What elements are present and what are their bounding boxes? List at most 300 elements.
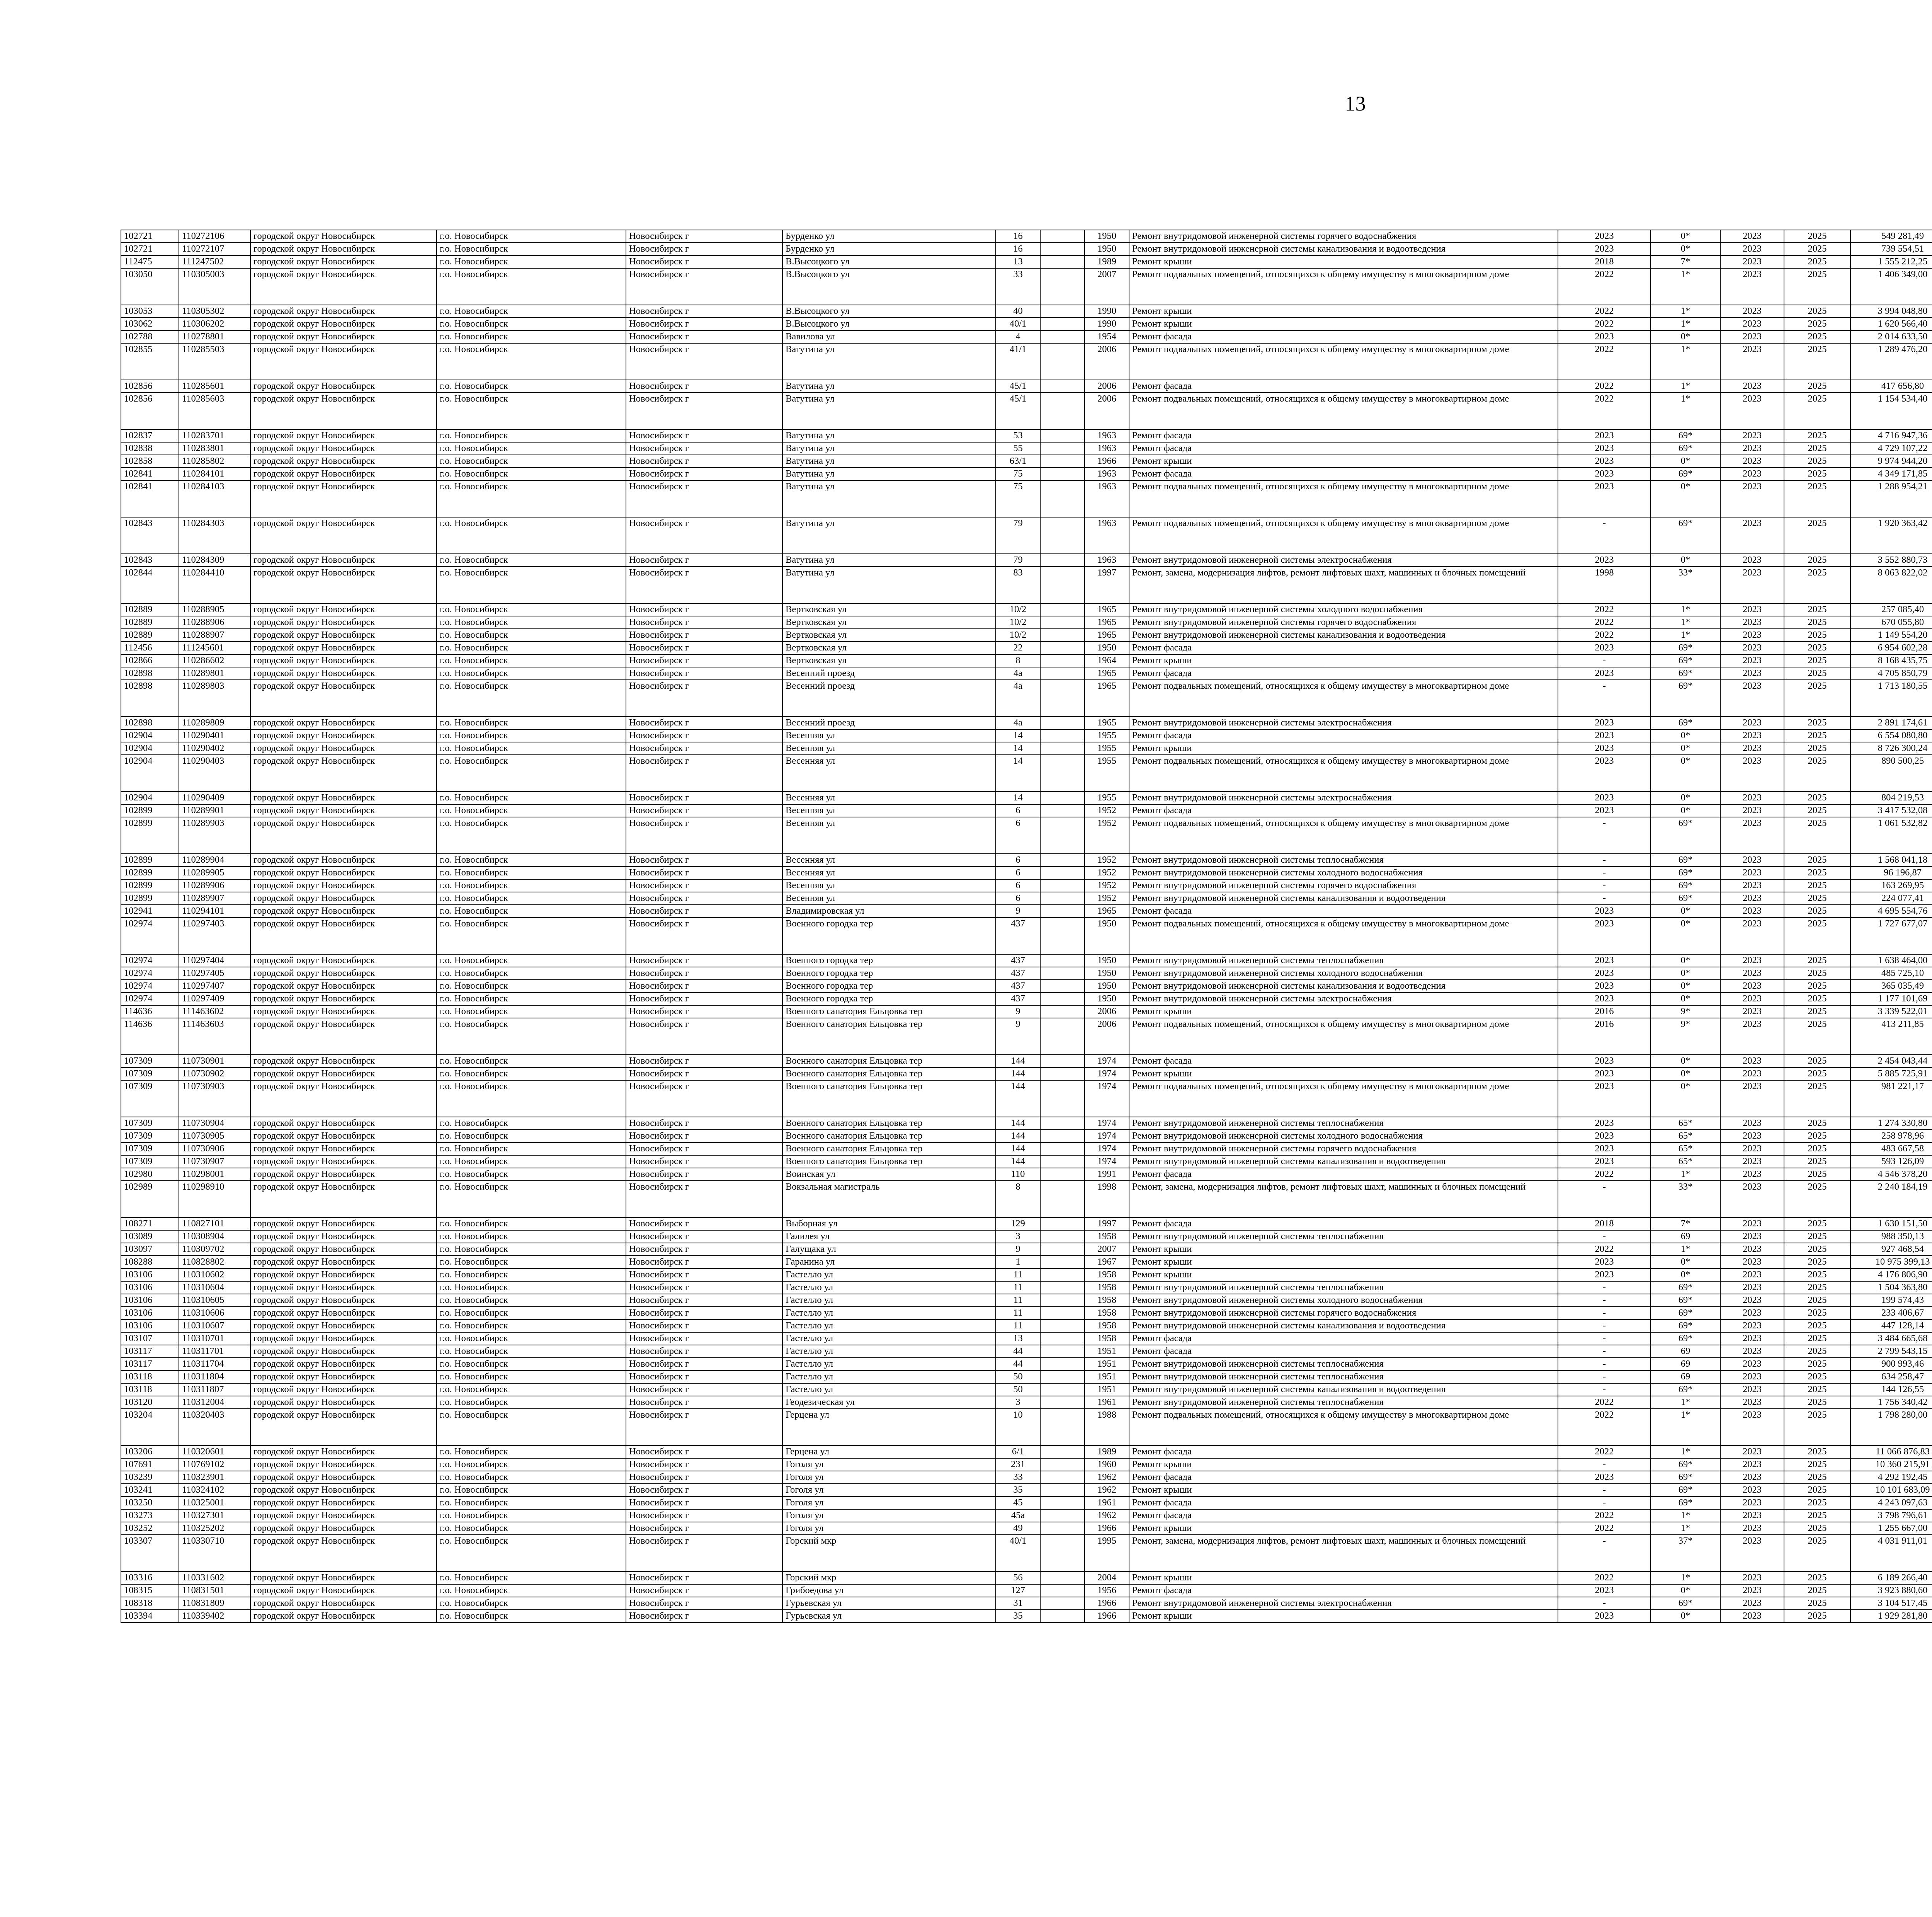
element-id-cell: 110289907: [179, 892, 250, 905]
municipal-settlement-cell: г.о. Новосибирск: [437, 1155, 626, 1168]
street-cell: В.Высоцкого ул: [782, 268, 996, 305]
locality-cell: Новосибирск г: [626, 980, 782, 993]
house-id-cell: 102904: [121, 755, 179, 792]
municipal-district-cell: городской округ Новосибирск: [250, 230, 437, 243]
construction-year-cell: 2004: [1085, 1571, 1129, 1584]
total-cost-cell: 739 554,51: [1850, 243, 1932, 255]
last-repair-year-cell: -: [1558, 1294, 1651, 1307]
construction-year-cell: 2007: [1085, 1243, 1129, 1256]
work-type-cell: Ремонт фасада: [1129, 1509, 1558, 1522]
total-cost-cell: 1 555 212,25: [1850, 255, 1932, 268]
construction-year-cell: 1955: [1085, 792, 1129, 804]
plan-start-year-cell: 2023: [1720, 1243, 1784, 1256]
municipal-district-cell: городской округ Новосибирск: [250, 892, 437, 905]
municipal-district-cell: городской округ Новосибирск: [250, 1256, 437, 1268]
work-type-cell: Ремонт подвальных помещений, относящихся к общему имуществу в многоквартирном доме: [1129, 817, 1558, 854]
municipal-district-cell: городской округ Новосибирск: [250, 517, 437, 554]
plan-start-year-cell: 2023: [1720, 879, 1784, 892]
house-number-cell: 437: [996, 980, 1040, 993]
locality-cell: Новосибирск г: [626, 255, 782, 268]
house-id-cell: 103250: [121, 1496, 179, 1509]
plan-end-year-cell: 2025: [1784, 667, 1850, 680]
element-id-cell: 110283801: [179, 442, 250, 455]
table-row: [121, 667, 1932, 680]
locality-cell: Новосибирск г: [626, 1610, 782, 1622]
house-id-cell: 102904: [121, 742, 179, 755]
work-type-cell: Ремонт внутридомовой инженерной системы горячего водоснабжения: [1129, 616, 1558, 629]
wear-percent-cell: 1*: [1651, 305, 1720, 318]
house-number-cell: 40/1: [996, 318, 1040, 330]
house-id-cell: 107691: [121, 1458, 179, 1471]
building-cell: [1040, 755, 1085, 792]
total-cost-cell: 8 726 300,24: [1850, 742, 1932, 755]
building-cell: [1040, 468, 1085, 480]
house-number-cell: 144: [996, 1155, 1040, 1168]
work-type-cell: Ремонт крыши: [1129, 742, 1558, 755]
building-cell: [1040, 1307, 1085, 1319]
element-id-cell: 110331602: [179, 1571, 250, 1584]
building-cell: [1040, 854, 1085, 867]
table-row: [121, 654, 1932, 667]
table-row: [121, 1535, 1932, 1571]
table-row: [121, 1445, 1932, 1458]
plan-start-year-cell: 2023: [1720, 455, 1784, 468]
work-type-cell: Ремонт фасада: [1129, 729, 1558, 742]
municipal-settlement-cell: г.о. Новосибирск: [437, 717, 626, 729]
house-id-cell: 103206: [121, 1445, 179, 1458]
plan-end-year-cell: 2025: [1784, 517, 1850, 554]
street-cell: Вокзальная магистраль: [782, 1181, 996, 1217]
table-row: [121, 1130, 1932, 1142]
last-repair-year-cell: 2023: [1558, 455, 1651, 468]
element-id-cell: 110289906: [179, 879, 250, 892]
plan-end-year-cell: 2025: [1784, 1055, 1850, 1067]
municipal-district-cell: городской округ Новосибирск: [250, 1496, 437, 1509]
work-type-cell: Ремонт фасада: [1129, 1217, 1558, 1230]
table-row: [121, 1610, 1932, 1622]
street-cell: Ватутина ул: [782, 442, 996, 455]
wear-percent-cell: 1*: [1651, 616, 1720, 629]
plan-end-year-cell: 2025: [1784, 1155, 1850, 1168]
plan-end-year-cell: 2025: [1784, 642, 1850, 654]
municipal-district-cell: городской округ Новосибирск: [250, 1409, 437, 1445]
wear-percent-cell: 1*: [1651, 318, 1720, 330]
element-id-cell: 110297409: [179, 993, 250, 1005]
house-number-cell: 11: [996, 1281, 1040, 1294]
street-cell: Гастелло ул: [782, 1319, 996, 1332]
locality-cell: Новосибирск г: [626, 792, 782, 804]
street-cell: Гастелло ул: [782, 1345, 996, 1358]
wear-percent-cell: 0*: [1651, 1080, 1720, 1117]
municipal-district-cell: городской округ Новосибирск: [250, 455, 437, 468]
last-repair-year-cell: 2023: [1558, 243, 1651, 255]
last-repair-year-cell: 2023: [1558, 742, 1651, 755]
house-id-cell: 102843: [121, 554, 179, 567]
plan-end-year-cell: 2025: [1784, 1409, 1850, 1445]
locality-cell: Новосибирск г: [626, 1458, 782, 1471]
element-id-cell: 110311804: [179, 1371, 250, 1383]
street-cell: Гоголя ул: [782, 1484, 996, 1496]
plan-end-year-cell: 2025: [1784, 1217, 1850, 1230]
municipal-district-cell: городской округ Новосибирск: [250, 1571, 437, 1584]
municipal-district-cell: городской округ Новосибирск: [250, 1268, 437, 1281]
total-cost-cell: 1 568 041,18: [1850, 854, 1932, 867]
house-id-cell: 102974: [121, 993, 179, 1005]
construction-year-cell: 1963: [1085, 517, 1129, 554]
municipal-settlement-cell: г.о. Новосибирск: [437, 1294, 626, 1307]
wear-percent-cell: 69*: [1651, 854, 1720, 867]
locality-cell: Новосибирск г: [626, 654, 782, 667]
construction-year-cell: 1958: [1085, 1230, 1129, 1243]
plan-end-year-cell: 2025: [1784, 1117, 1850, 1130]
last-repair-year-cell: 2023: [1558, 230, 1651, 243]
house-id-cell: 102899: [121, 854, 179, 867]
house-number-cell: 3: [996, 1230, 1040, 1243]
element-id-cell: 110730902: [179, 1067, 250, 1080]
municipal-settlement-cell: г.о. Новосибирск: [437, 1358, 626, 1371]
plan-start-year-cell: 2023: [1720, 654, 1784, 667]
house-id-cell: 103106: [121, 1307, 179, 1319]
total-cost-cell: 1 630 151,50: [1850, 1217, 1932, 1230]
construction-year-cell: 2007: [1085, 268, 1129, 305]
municipal-district-cell: городской округ Новосибирск: [250, 1281, 437, 1294]
locality-cell: Новосибирск г: [626, 905, 782, 918]
street-cell: Ватутина ул: [782, 480, 996, 517]
house-id-cell: 103053: [121, 305, 179, 318]
wear-percent-cell: 69*: [1651, 817, 1720, 854]
house-number-cell: 11: [996, 1294, 1040, 1307]
element-id-cell: 110827101: [179, 1217, 250, 1230]
wear-percent-cell: 69*: [1651, 442, 1720, 455]
building-cell: [1040, 667, 1085, 680]
last-repair-year-cell: 2023: [1558, 1117, 1651, 1130]
element-id-cell: 111463603: [179, 1018, 250, 1055]
element-id-cell: 110305302: [179, 305, 250, 318]
plan-start-year-cell: 2023: [1720, 1281, 1784, 1294]
plan-end-year-cell: 2025: [1784, 1496, 1850, 1509]
street-cell: Весенний проезд: [782, 717, 996, 729]
table-row: [121, 318, 1932, 330]
work-type-cell: Ремонт подвальных помещений, относящихся к общему имуществу в многоквартирном доме: [1129, 1080, 1558, 1117]
municipal-settlement-cell: г.о. Новосибирск: [437, 1584, 626, 1597]
plan-start-year-cell: 2023: [1720, 1396, 1784, 1409]
last-repair-year-cell: -: [1558, 1535, 1651, 1571]
construction-year-cell: 1958: [1085, 1268, 1129, 1281]
element-id-cell: 110324102: [179, 1484, 250, 1496]
municipal-district-cell: городской округ Новосибирск: [250, 480, 437, 517]
building-cell: [1040, 1522, 1085, 1535]
municipal-district-cell: городской округ Новосибирск: [250, 255, 437, 268]
wear-percent-cell: 69*: [1651, 680, 1720, 717]
construction-year-cell: 2006: [1085, 1005, 1129, 1018]
element-id-cell: 110290403: [179, 755, 250, 792]
building-cell: [1040, 1371, 1085, 1383]
municipal-district-cell: городской округ Новосибирск: [250, 442, 437, 455]
last-repair-year-cell: 2018: [1558, 1217, 1651, 1230]
building-cell: [1040, 993, 1085, 1005]
last-repair-year-cell: 2023: [1558, 1256, 1651, 1268]
work-type-cell: Ремонт фасада: [1129, 1445, 1558, 1458]
total-cost-cell: 233 406,67: [1850, 1307, 1932, 1319]
municipal-district-cell: городской округ Новосибирск: [250, 654, 437, 667]
municipal-district-cell: городской округ Новосибирск: [250, 554, 437, 567]
last-repair-year-cell: 2022: [1558, 616, 1651, 629]
house-number-cell: 31: [996, 1597, 1040, 1610]
building-cell: [1040, 255, 1085, 268]
total-cost-cell: 1 406 349,00: [1850, 268, 1932, 305]
house-number-cell: 79: [996, 554, 1040, 567]
municipal-district-cell: городской округ Новосибирск: [250, 1445, 437, 1458]
wear-percent-cell: 1*: [1651, 603, 1720, 616]
house-id-cell: 103062: [121, 318, 179, 330]
plan-end-year-cell: 2025: [1784, 854, 1850, 867]
construction-year-cell: 1966: [1085, 455, 1129, 468]
total-cost-cell: 1 920 363,42: [1850, 517, 1932, 554]
last-repair-year-cell: 2023: [1558, 993, 1651, 1005]
municipal-settlement-cell: г.о. Новосибирск: [437, 1130, 626, 1142]
municipal-settlement-cell: г.о. Новосибирск: [437, 1484, 626, 1496]
total-cost-cell: 900 993,46: [1850, 1358, 1932, 1371]
last-repair-year-cell: 2023: [1558, 1610, 1651, 1622]
house-id-cell: 107309: [121, 1142, 179, 1155]
total-cost-cell: 485 725,10: [1850, 967, 1932, 980]
municipal-district-cell: городской округ Новосибирск: [250, 1055, 437, 1067]
municipal-district-cell: городской округ Новосибирск: [250, 567, 437, 603]
house-id-cell: 103316: [121, 1571, 179, 1584]
last-repair-year-cell: -: [1558, 1319, 1651, 1332]
wear-percent-cell: 0*: [1651, 243, 1720, 255]
municipal-settlement-cell: г.о. Новосибирск: [437, 243, 626, 255]
total-cost-cell: 988 350,13: [1850, 1230, 1932, 1243]
work-type-cell: Ремонт крыши: [1129, 1005, 1558, 1018]
municipal-district-cell: городской округ Новосибирск: [250, 742, 437, 755]
last-repair-year-cell: 2023: [1558, 804, 1651, 817]
street-cell: В.Высоцкого ул: [782, 255, 996, 268]
building-cell: [1040, 1584, 1085, 1597]
house-number-cell: 13: [996, 255, 1040, 268]
element-id-cell: 110297407: [179, 980, 250, 993]
plan-start-year-cell: 2023: [1720, 1018, 1784, 1055]
house-number-cell: 144: [996, 1130, 1040, 1142]
street-cell: Гастелло ул: [782, 1332, 996, 1345]
municipal-settlement-cell: г.о. Новосибирск: [437, 330, 626, 343]
work-type-cell: Ремонт внутридомовой инженерной системы теплоснабжения: [1129, 1358, 1558, 1371]
municipal-district-cell: городской округ Новосибирск: [250, 1243, 437, 1256]
total-cost-cell: 9 974 944,20: [1850, 455, 1932, 468]
building-cell: [1040, 1268, 1085, 1281]
locality-cell: Новосибирск г: [626, 742, 782, 755]
total-cost-cell: 483 667,58: [1850, 1142, 1932, 1155]
municipal-settlement-cell: г.о. Новосибирск: [437, 1496, 626, 1509]
plan-start-year-cell: 2023: [1720, 468, 1784, 480]
plan-start-year-cell: 2023: [1720, 1610, 1784, 1622]
plan-start-year-cell: 2023: [1720, 1571, 1784, 1584]
locality-cell: Новосибирск г: [626, 268, 782, 305]
last-repair-year-cell: 2023: [1558, 755, 1651, 792]
last-repair-year-cell: 2022: [1558, 380, 1651, 393]
municipal-district-cell: городской округ Новосибирск: [250, 755, 437, 792]
house-id-cell: 103118: [121, 1371, 179, 1383]
work-type-cell: Ремонт подвальных помещений, относящихся к общему имуществу в многоквартирном доме: [1129, 1409, 1558, 1445]
municipal-district-cell: городской округ Новосибирск: [250, 1130, 437, 1142]
municipal-district-cell: городской округ Новосибирск: [250, 1307, 437, 1319]
street-cell: Вертковская ул: [782, 603, 996, 616]
locality-cell: Новосибирск г: [626, 1409, 782, 1445]
municipal-settlement-cell: г.о. Новосибирск: [437, 1005, 626, 1018]
municipal-settlement-cell: г.о. Новосибирск: [437, 804, 626, 817]
building-cell: [1040, 1281, 1085, 1294]
locality-cell: Новосибирск г: [626, 480, 782, 517]
street-cell: В.Высоцкого ул: [782, 305, 996, 318]
house-number-cell: 41/1: [996, 343, 1040, 380]
table-row: [121, 554, 1932, 567]
table-row: [121, 1396, 1932, 1409]
building-cell: [1040, 867, 1085, 879]
building-cell: [1040, 1142, 1085, 1155]
total-cost-cell: 1 727 677,07: [1850, 918, 1932, 954]
total-cost-cell: 981 221,17: [1850, 1080, 1932, 1117]
locality-cell: Новосибирск г: [626, 1243, 782, 1256]
element-id-cell: 110311701: [179, 1345, 250, 1358]
house-number-cell: 35: [996, 1610, 1040, 1622]
plan-start-year-cell: 2023: [1720, 1168, 1784, 1181]
building-cell: [1040, 330, 1085, 343]
street-cell: Галущака ул: [782, 1243, 996, 1256]
municipal-settlement-cell: г.о. Новосибирск: [437, 1117, 626, 1130]
element-id-cell: 110284303: [179, 517, 250, 554]
plan-start-year-cell: 2023: [1720, 343, 1784, 380]
plan-end-year-cell: 2025: [1784, 980, 1850, 993]
house-number-cell: 9: [996, 1005, 1040, 1018]
house-id-cell: 102974: [121, 980, 179, 993]
plan-start-year-cell: 2023: [1720, 1458, 1784, 1471]
plan-end-year-cell: 2025: [1784, 305, 1850, 318]
last-repair-year-cell: -: [1558, 879, 1651, 892]
house-number-cell: 10/2: [996, 616, 1040, 629]
municipal-settlement-cell: г.о. Новосибирск: [437, 654, 626, 667]
total-cost-cell: 2 891 174,61: [1850, 717, 1932, 729]
street-cell: Гастелло ул: [782, 1281, 996, 1294]
plan-start-year-cell: 2023: [1720, 567, 1784, 603]
municipal-settlement-cell: г.о. Новосибирск: [437, 1319, 626, 1332]
element-id-cell: 110294101: [179, 905, 250, 918]
construction-year-cell: 1962: [1085, 1509, 1129, 1522]
street-cell: Весенняя ул: [782, 879, 996, 892]
element-id-cell: 110310606: [179, 1307, 250, 1319]
table-row: [121, 1471, 1932, 1484]
table-row: [121, 343, 1932, 380]
municipal-settlement-cell: г.о. Новосибирск: [437, 318, 626, 330]
table-row: [121, 755, 1932, 792]
house-number-cell: 79: [996, 517, 1040, 554]
total-cost-cell: 634 258,47: [1850, 1371, 1932, 1383]
street-cell: Военного санатория Ельцовка тер: [782, 1067, 996, 1080]
house-number-cell: 14: [996, 792, 1040, 804]
house-number-cell: 9: [996, 905, 1040, 918]
locality-cell: Новосибирск г: [626, 1496, 782, 1509]
table-row: [121, 1067, 1932, 1080]
element-id-cell: 110323901: [179, 1471, 250, 1484]
last-repair-year-cell: -: [1558, 1496, 1651, 1509]
house-number-cell: 6: [996, 892, 1040, 905]
work-type-cell: Ремонт крыши: [1129, 1067, 1558, 1080]
house-number-cell: 437: [996, 918, 1040, 954]
building-cell: [1040, 1217, 1085, 1230]
municipal-settlement-cell: г.о. Новосибирск: [437, 230, 626, 243]
municipal-district-cell: городской округ Новосибирск: [250, 1332, 437, 1345]
element-id-cell: 110320601: [179, 1445, 250, 1458]
building-cell: [1040, 1117, 1085, 1130]
plan-start-year-cell: 2023: [1720, 1522, 1784, 1535]
work-type-cell: Ремонт крыши: [1129, 305, 1558, 318]
wear-percent-cell: 69*: [1651, 892, 1720, 905]
work-type-cell: Ремонт, замена, модернизация лифтов, ремонт лифтовых шахт, машинных и блочных помещений: [1129, 1535, 1558, 1571]
wear-percent-cell: 69*: [1651, 1281, 1720, 1294]
last-repair-year-cell: 2022: [1558, 629, 1651, 642]
table-row: [121, 729, 1932, 742]
house-id-cell: 103394: [121, 1610, 179, 1622]
house-id-cell: 102898: [121, 680, 179, 717]
table-row: [121, 1597, 1932, 1610]
work-type-cell: Ремонт внутридомовой инженерной системы электроснабжения: [1129, 792, 1558, 804]
municipal-settlement-cell: г.о. Новосибирск: [437, 905, 626, 918]
municipal-settlement-cell: г.о. Новосибирск: [437, 993, 626, 1005]
last-repair-year-cell: 2023: [1558, 1055, 1651, 1067]
municipal-district-cell: городской округ Новосибирск: [250, 1080, 437, 1117]
construction-year-cell: 1966: [1085, 1610, 1129, 1622]
street-cell: Воинская ул: [782, 1168, 996, 1181]
work-type-cell: Ремонт внутридомовой инженерной системы канализования и водоотведения: [1129, 980, 1558, 993]
plan-end-year-cell: 2025: [1784, 1256, 1850, 1268]
house-number-cell: 6: [996, 817, 1040, 854]
plan-start-year-cell: 2023: [1720, 1268, 1784, 1281]
work-type-cell: Ремонт фасада: [1129, 442, 1558, 455]
plan-start-year-cell: 2023: [1720, 330, 1784, 343]
municipal-district-cell: городской округ Новосибирск: [250, 1230, 437, 1243]
work-type-cell: Ремонт внутридомовой инженерной системы теплоснабжения: [1129, 1117, 1558, 1130]
plan-end-year-cell: 2025: [1784, 1168, 1850, 1181]
street-cell: Грибоедова ул: [782, 1584, 996, 1597]
house-number-cell: 11: [996, 1307, 1040, 1319]
element-id-cell: 110320403: [179, 1409, 250, 1445]
plan-start-year-cell: 2023: [1720, 1294, 1784, 1307]
last-repair-year-cell: 2023: [1558, 1080, 1651, 1117]
element-id-cell: 110310607: [179, 1319, 250, 1332]
construction-year-cell: 1961: [1085, 1396, 1129, 1409]
building-cell: [1040, 318, 1085, 330]
house-id-cell: 102899: [121, 804, 179, 817]
plan-start-year-cell: 2023: [1720, 1067, 1784, 1080]
locality-cell: Новосибирск г: [626, 1117, 782, 1130]
house-id-cell: 102980: [121, 1168, 179, 1181]
locality-cell: Новосибирск г: [626, 554, 782, 567]
plan-end-year-cell: 2025: [1784, 918, 1850, 954]
locality-cell: Новосибирск г: [626, 817, 782, 854]
plan-start-year-cell: 2023: [1720, 918, 1784, 954]
building-cell: [1040, 905, 1085, 918]
wear-percent-cell: 69*: [1651, 1496, 1720, 1509]
house-number-cell: 437: [996, 954, 1040, 967]
table-row: [121, 1230, 1932, 1243]
plan-start-year-cell: 2023: [1720, 854, 1784, 867]
building-cell: [1040, 654, 1085, 667]
table-row: [121, 230, 1932, 243]
work-type-cell: Ремонт внутридомовой инженерной системы электроснабжения: [1129, 993, 1558, 1005]
locality-cell: Новосибирск г: [626, 468, 782, 480]
wear-percent-cell: 69: [1651, 1345, 1720, 1358]
table-row: [121, 867, 1932, 879]
municipal-settlement-cell: г.о. Новосибирск: [437, 1256, 626, 1268]
